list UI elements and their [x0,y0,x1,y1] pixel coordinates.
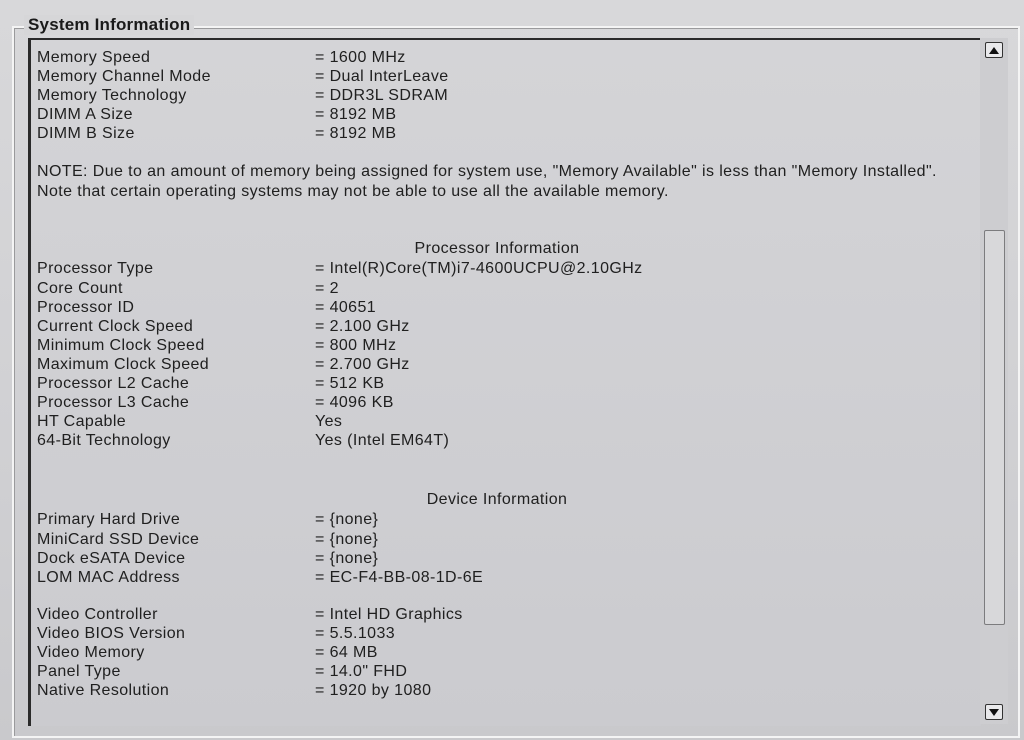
processor-section [37,239,975,450]
row-value: = 64 MB [315,643,378,661]
device-section [37,490,975,700]
info-row [37,298,975,317]
row-value: = 4096 KB [315,394,394,412]
row-value: = 2.700 GHz [315,355,410,373]
arrow-down-icon [989,709,999,716]
row-value: = EC-F4-BB-08-1D-6E [315,568,484,586]
info-content [37,48,975,700]
info-row [37,259,975,278]
memory-note: NOTE: Due to an amount of memory being assigned for system use, "Memory Available" is less than "Memory Installed". Note that certain operating systems may not be able to use all the available memory. [37,163,937,200]
row-value: = 1920 by 1080 [315,682,432,700]
info-row [37,568,975,587]
info-row [37,662,975,681]
row-value: = Intel(R)Core(TM)i7-4600UCPU@2.10GHz [315,260,643,278]
info-row [37,431,975,450]
processor-section-title: Processor Information [414,240,580,258]
info-row [37,355,975,374]
row-label: DIMM A Size [37,106,133,124]
row-value: = 40651 [315,298,377,316]
info-row [37,336,975,355]
row-value: = DDR3L SDRAM [315,87,449,105]
row-label: Dock eSATA Device [37,549,186,567]
row-value: = 2.100 GHz [315,317,410,335]
row-label: HT Capable [37,413,127,431]
row-label: LOM MAC Address [37,568,180,586]
scroll-down-button[interactable] [985,704,1003,720]
row-label: Native Resolution [37,682,170,700]
row-label: Memory Channel Mode [37,68,211,86]
info-row [37,105,975,124]
row-label: Processor Type [37,260,154,278]
memory-section [37,48,975,143]
info-row [37,279,975,298]
info-row [37,48,975,67]
device-section-title: Device Information [426,491,568,509]
info-row [37,549,975,568]
info-row [37,530,975,549]
row-label: 64-Bit Technology [37,432,171,450]
row-label: Core Count [37,279,123,297]
row-value: = {none} [315,530,379,548]
row-value: = 1600 MHz [315,49,406,66]
row-label: Current Clock Speed [37,317,194,335]
info-row [37,67,975,86]
row-label: Maximum Clock Speed [37,355,210,373]
row-label: Panel Type [37,663,121,681]
info-row [37,374,975,393]
row-value: = 8192 MB [315,106,397,124]
info-row [37,681,975,700]
row-label: Memory Speed [37,49,151,66]
row-label: DIMM B Size [37,125,135,143]
vertical-scrollbar[interactable] [980,38,1008,724]
row-label: MiniCard SSD Device [37,530,200,548]
row-value: = 800 MHz [315,336,397,354]
row-value: = 512 KB [315,375,385,393]
row-label: Video Memory [37,643,145,661]
row-label: Processor L3 Cache [37,394,190,412]
row-value: = 2 [315,279,339,297]
row-value: = {none} [315,549,379,567]
info-panel [28,38,981,726]
row-label: Processor ID [37,298,135,316]
row-value: = {none} [315,511,379,529]
info-row [37,624,975,643]
info-row [37,605,975,624]
info-row [37,643,975,662]
info-row [37,86,975,105]
row-value: Yes (Intel EM64T) [315,432,450,450]
group-title: System Information [24,15,194,35]
row-value: = Dual InterLeave [315,68,449,86]
row-value: = 14.0" FHD [315,663,408,681]
row-value: Yes [315,413,343,431]
row-label: Video Controller [37,605,158,623]
info-row [37,317,975,336]
arrow-up-icon [989,47,999,54]
row-label: Video BIOS Version [37,624,186,642]
scroll-up-button[interactable] [985,42,1003,58]
row-value: = 8192 MB [315,125,397,143]
row-value: = Intel HD Graphics [315,605,463,623]
info-row [37,412,975,431]
info-row [37,510,975,529]
scroll-thumb[interactable] [984,230,1005,625]
row-label: Processor L2 Cache [37,375,190,393]
row-label: Minimum Clock Speed [37,336,205,354]
row-label: Primary Hard Drive [37,511,181,529]
row-label: Memory Technology [37,87,187,105]
row-value: = 5.5.1033 [315,624,396,642]
info-row [37,393,975,412]
info-row [37,124,975,143]
